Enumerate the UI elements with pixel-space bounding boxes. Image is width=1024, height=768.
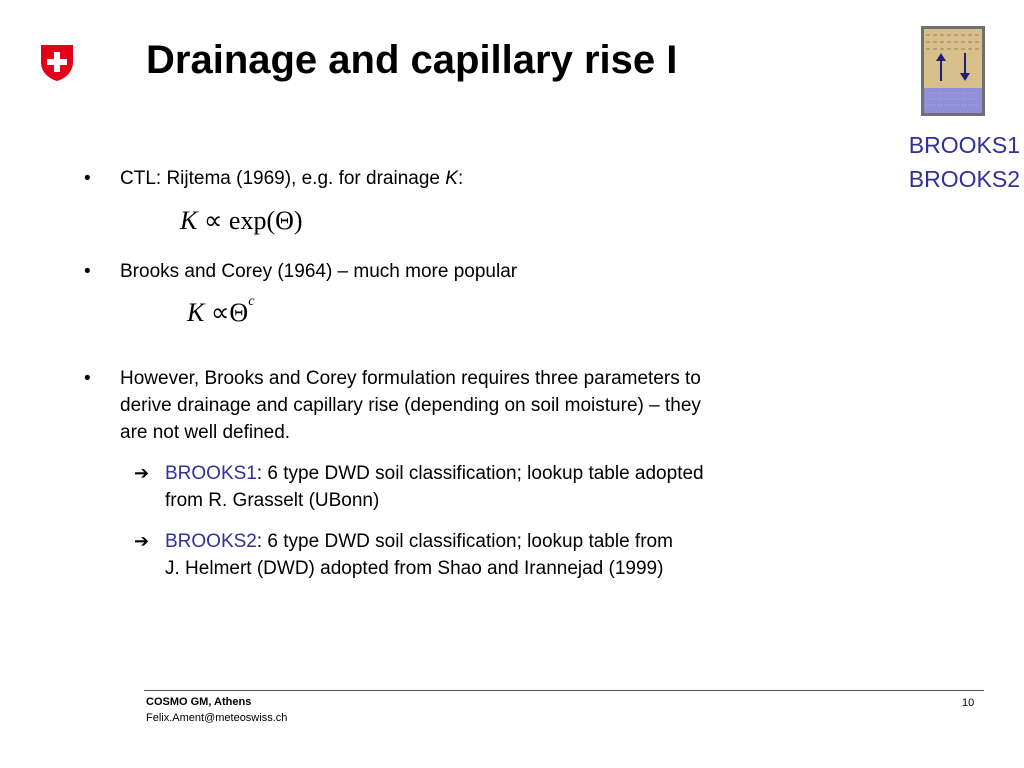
page-title: Drainage and capillary rise I: [146, 38, 678, 82]
model-label-brooks1: BROOKS1: [908, 132, 1020, 158]
sub-item-text: BROOKS1: 6 type DWD soil classification; lookup table adopted from R. Grasselt (UBonn): [165, 463, 704, 511]
bullet-symbol: •: [84, 168, 91, 189]
sub-item-name: BROOKS2: [165, 531, 257, 552]
arrow-right-icon: ➔: [134, 531, 150, 551]
footer-email: Felix.Ament@meteoswiss.ch: [146, 712, 288, 724]
bullet-text: However, Brooks and Corey formulation requires three parameters to derive drainage and capillary rise (depending on soil moisture) – they are not well defined.: [120, 368, 701, 443]
formula-brooks-corey: $K \propto\Theta^c$: [187, 294, 255, 327]
soil-column-icon: [920, 25, 986, 117]
bullet-text: Brooks and Corey (1964) – much more popular: [120, 261, 518, 282]
bullet-symbol: •: [84, 261, 91, 282]
model-label-brooks2: BROOKS2: [908, 166, 1020, 192]
footer-divider: [144, 690, 984, 691]
swiss-cross-icon: [40, 44, 74, 82]
bullet-symbol: •: [84, 368, 91, 389]
arrow-right-icon: ➔: [134, 463, 150, 483]
bullet-text: CTL: Rijtema (1969), e.g. for drainage K:: [120, 168, 464, 189]
footer-event: COSMO GM, Athens: [146, 696, 252, 708]
page-number: 10: [962, 697, 975, 709]
sub-item-text: BROOKS2: 6 type DWD soil classification; lookup table from J. Helmert (DWD) adopted from Shao and Irannejad (1999): [165, 531, 673, 579]
sub-item-name: BROOKS1: [165, 463, 257, 484]
formula-rijtema: K ∝ exp(Θ): [180, 206, 303, 235]
